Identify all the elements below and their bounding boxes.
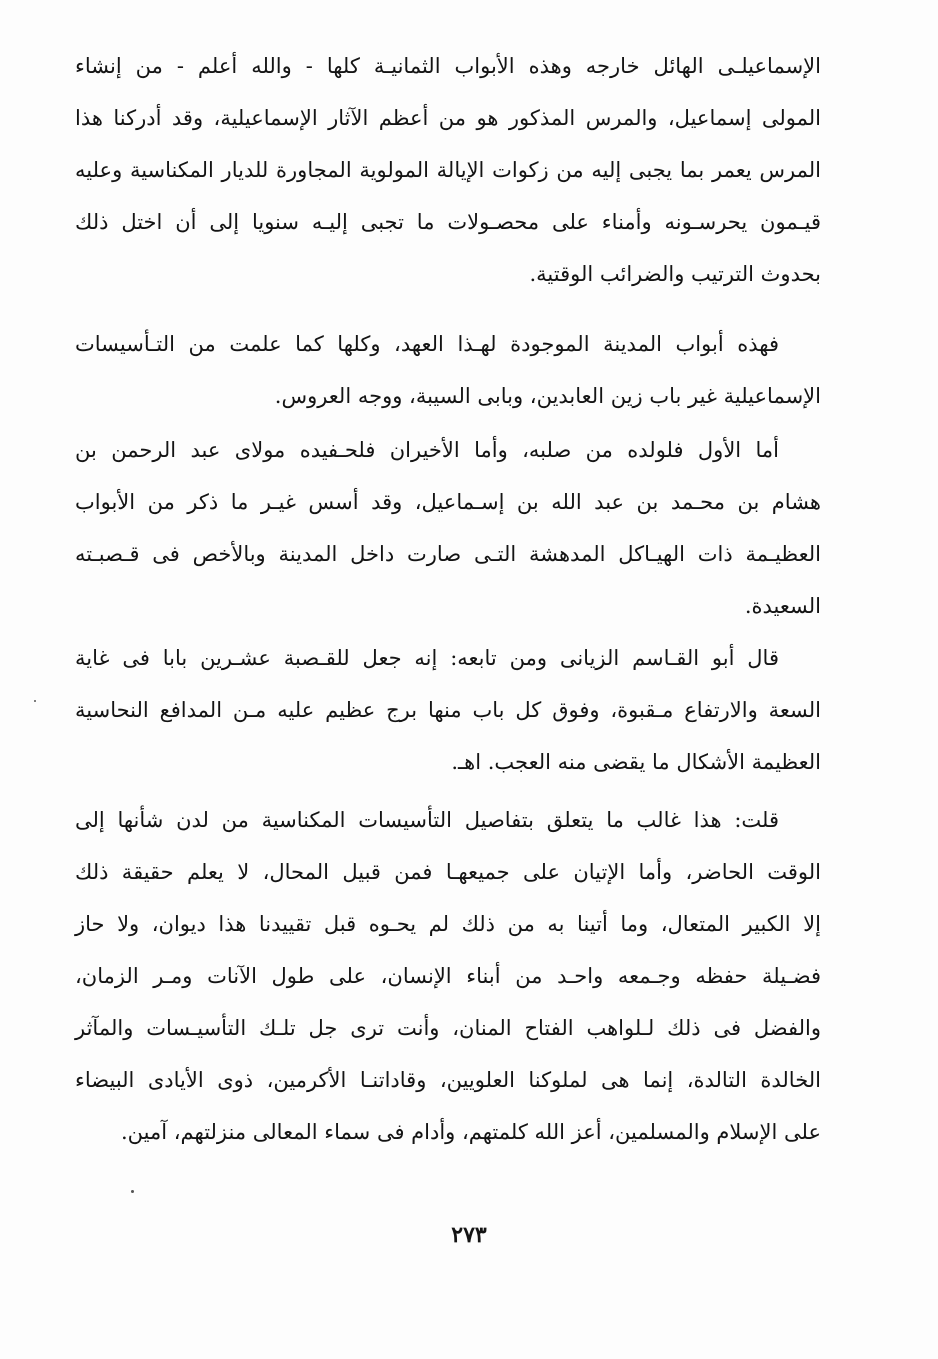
paragraph-1 [75,40,821,300]
text-line: العظيمة الأشكال ما يقضى منه العجب. اهـ. [451,750,821,774]
text-line: قال أبو القـاسم الزيانى ومن تابعه: إنه جعل للقـصبة عشـرين بابا فى غاية [75,646,779,670]
text-line: قلت: هذا غالب ما يتعلق بتفاصيل التأسيسات المكناسية من لدن شأنها إلى [75,808,779,832]
paragraph-2 [75,318,821,422]
text-line: أما الأول فلولده من صلبه، وأما الأخيران فلحـفيده مولاى عبد الرحمن بن [75,438,779,462]
paragraph-4 [75,632,821,788]
scan-speck [34,700,36,702]
text-line: على الإسلام والمسلمين، أعز الله كلمتهم، وأدام فى سماء المعالى منزلتهم، آمين. [121,1120,821,1144]
text-line: بحدوث الترتيب والضرائب الوقتية. [529,262,821,286]
page-number: ٢٧٣ [451,1222,487,1248]
text-line: الخالدة التالدة، إنما هى لملوكنا العلويين، وقاداتنـا الأكرمين، ذوى الأيادى البيضاء [75,1068,821,1092]
text-line: الوقت الحاضر، وأما الإتيان على جميعهـا فمن قبيل المحال، لا يعلم حقيقة ذلك [75,860,821,884]
text-line: السعة والارتفاع مـقبوة، وفوق كل باب منها برج عظيم عليه مـن المدافع النحاسية [75,698,821,722]
text-line: قيـمون يحرسـونه وأمناء على محصـولات ما تجبى إليـه سنويا إلى أن اختل ذلك [75,210,821,234]
text-line: فهذه أبواب المدينة الموجودة لهـذا العهد، وكلها كما علمت من التـأسيسات [75,332,779,356]
text-line: فضـيلة حفظه وجـمعه واحـد من أبناء الإنسان، على طول الآنات ومـر الزمان، [75,964,821,988]
text-line: المرس يعمر بما يجبى إليه من زكوات الإيالة المولوية المجاورة للديار المكناسية وعليه [75,158,821,182]
paragraph-3 [75,424,821,632]
text-line: هشام بن محـمد بن عبد الله بن إسـماعيل، وقد أسس غيـر ما ذكر من الأبواب [75,490,821,514]
text-line: الإسماعيلية غير باب زين العابدين، وبابى السيبة، ووجه العروس. [274,384,821,408]
text-line: المولى إسماعيل، والمرس المذكور هو من أعظم الآثار الإسماعيلية، وقد أدركنا هذا [75,106,821,130]
text-line: والفضل فى ذلك لـلواهب الفتاح المنان، وأنت ترى جل تلـك التأسيـسات والمآثر [75,1016,821,1040]
text-line: الإسماعيلـى الهائل خارجه وهذه الأبواب الثمانيـة كلها - والله أعلم - من إنشاء [75,54,821,78]
text-line: إلا الكبير المتعال، وما أتينا به من ذلك لم يحـوه قبل تقييدنا هذا ديوان، ولا حاز [75,912,821,936]
scan-speck [131,1190,134,1193]
paragraph-5 [75,794,821,1158]
text-line: السعيدة. [744,594,821,618]
text-line: العظيـمة ذات الهيـاكل المدهشة التـى صارت داخل المدينة وبالأخص فى قـصبـته [75,542,821,566]
